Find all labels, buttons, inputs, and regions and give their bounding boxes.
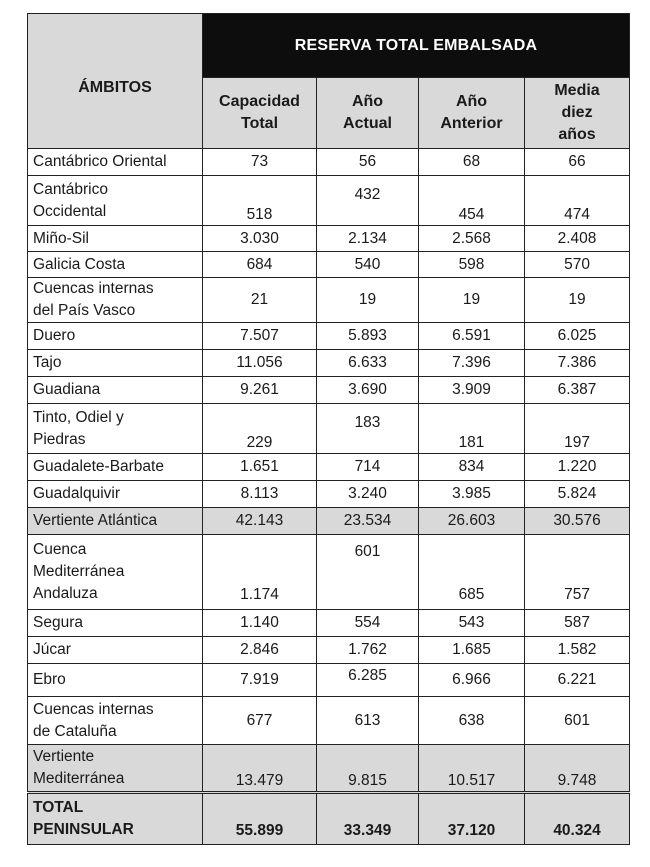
table-cell: 454 bbox=[419, 176, 525, 226]
table-row bbox=[28, 176, 630, 226]
table-cell: 2.846 bbox=[203, 637, 317, 664]
column-header-capacidad: Capacidad Total bbox=[203, 78, 317, 149]
table-title: RESERVA TOTAL EMBALSADA bbox=[203, 14, 630, 78]
table-cell: 3.909 bbox=[419, 377, 525, 404]
row-name: Júcar bbox=[28, 637, 203, 664]
table-cell: 1.140 bbox=[203, 610, 317, 637]
table-cell: 30.576 bbox=[525, 508, 630, 535]
row-name: Tajo bbox=[28, 350, 203, 377]
table-cell: 40.324 bbox=[525, 793, 630, 845]
reservoir-table bbox=[27, 13, 630, 845]
table-row bbox=[28, 697, 630, 745]
table-cell: 13.479 bbox=[203, 745, 317, 793]
table-cell: 543 bbox=[419, 610, 525, 637]
table-row bbox=[28, 637, 630, 664]
table-cell: 6.221 bbox=[525, 664, 630, 697]
row-name: Cuencas internas del País Vasco bbox=[28, 278, 203, 323]
table-row bbox=[28, 664, 630, 697]
row-name: TOTAL PENINSULAR bbox=[28, 793, 203, 845]
subtotal-row bbox=[28, 508, 630, 535]
table-cell: 68 bbox=[419, 149, 525, 176]
table-cell: 685 bbox=[419, 535, 525, 610]
table-row bbox=[28, 404, 630, 454]
row-name: Vertiente Atlántica bbox=[28, 508, 203, 535]
total-row bbox=[28, 793, 630, 845]
table-cell: 6.591 bbox=[419, 323, 525, 350]
table-cell: 1.651 bbox=[203, 454, 317, 481]
table-row bbox=[28, 535, 630, 610]
table-cell: 684 bbox=[203, 252, 317, 278]
table-cell: 3.985 bbox=[419, 481, 525, 508]
row-name: Duero bbox=[28, 323, 203, 350]
row-name: Ebro bbox=[28, 664, 203, 697]
table-cell: 21 bbox=[203, 278, 317, 323]
table-row bbox=[28, 323, 630, 350]
table-cell: 6.633 bbox=[317, 350, 419, 377]
table-cell: 432 bbox=[317, 176, 419, 226]
row-name: Cuencas internas de Cataluña bbox=[28, 697, 203, 745]
table-row bbox=[28, 481, 630, 508]
table-cell: 474 bbox=[525, 176, 630, 226]
table-row bbox=[28, 350, 630, 377]
table-cell: 9.815 bbox=[317, 745, 419, 793]
table-cell: 19 bbox=[525, 278, 630, 323]
table-cell: 3.690 bbox=[317, 377, 419, 404]
subtotal-row bbox=[28, 745, 630, 793]
table-cell: 677 bbox=[203, 697, 317, 745]
table-cell: 7.507 bbox=[203, 323, 317, 350]
table-cell: 1.685 bbox=[419, 637, 525, 664]
table-cell: 601 bbox=[525, 697, 630, 745]
row-name: Guadalquivir bbox=[28, 481, 203, 508]
table-cell: 613 bbox=[317, 697, 419, 745]
row-name: Miño-Sil bbox=[28, 226, 203, 252]
table-cell: 19 bbox=[317, 278, 419, 323]
table-cell: 19 bbox=[419, 278, 525, 323]
table-cell: 6.025 bbox=[525, 323, 630, 350]
row-name: Cantábrico Occidental bbox=[28, 176, 203, 226]
table-cell: 73 bbox=[203, 149, 317, 176]
table-cell: 7.919 bbox=[203, 664, 317, 697]
table-row bbox=[28, 278, 630, 323]
table-row bbox=[28, 226, 630, 252]
column-header-ano-actual: Año Actual bbox=[317, 78, 419, 149]
table-row bbox=[28, 252, 630, 278]
table-cell: 66 bbox=[525, 149, 630, 176]
table-row bbox=[28, 610, 630, 637]
row-name: Guadalete-Barbate bbox=[28, 454, 203, 481]
table-cell: 6.285 bbox=[317, 664, 419, 697]
ambitos-header: ÁMBITOS bbox=[28, 14, 203, 149]
table-cell: 5.893 bbox=[317, 323, 419, 350]
table-cell: 8.113 bbox=[203, 481, 317, 508]
table-cell: 587 bbox=[525, 610, 630, 637]
table-cell: 10.517 bbox=[419, 745, 525, 793]
table-cell: 9.748 bbox=[525, 745, 630, 793]
table-cell: 601 bbox=[317, 535, 419, 610]
table-cell: 6.966 bbox=[419, 664, 525, 697]
row-name: Vertiente Mediterránea bbox=[28, 745, 203, 793]
table-cell: 1.174 bbox=[203, 535, 317, 610]
table-cell: 5.824 bbox=[525, 481, 630, 508]
table-cell: 56 bbox=[317, 149, 419, 176]
table-cell: 1.220 bbox=[525, 454, 630, 481]
table-cell: 181 bbox=[419, 404, 525, 454]
table-cell: 714 bbox=[317, 454, 419, 481]
row-name: Guadiana bbox=[28, 377, 203, 404]
table-cell: 7.386 bbox=[525, 350, 630, 377]
row-name: Cantábrico Oriental bbox=[28, 149, 203, 176]
table-cell: 9.261 bbox=[203, 377, 317, 404]
row-name: Cuenca Mediterránea Andaluza bbox=[28, 535, 203, 610]
table-cell: 1.762 bbox=[317, 637, 419, 664]
table-cell: 7.396 bbox=[419, 350, 525, 377]
table-cell: 11.056 bbox=[203, 350, 317, 377]
table-cell: 570 bbox=[525, 252, 630, 278]
table-cell: 229 bbox=[203, 404, 317, 454]
table-cell: 3.030 bbox=[203, 226, 317, 252]
table-cell: 3.240 bbox=[317, 481, 419, 508]
table-row bbox=[28, 377, 630, 404]
table-cell: 598 bbox=[419, 252, 525, 278]
table-cell: 757 bbox=[525, 535, 630, 610]
table-cell: 2.134 bbox=[317, 226, 419, 252]
table-cell: 197 bbox=[525, 404, 630, 454]
table-row bbox=[28, 454, 630, 481]
table-cell: 554 bbox=[317, 610, 419, 637]
table-cell: 183 bbox=[317, 404, 419, 454]
table-cell: 55.899 bbox=[203, 793, 317, 845]
table-cell: 33.349 bbox=[317, 793, 419, 845]
table-cell: 37.120 bbox=[419, 793, 525, 845]
table-cell: 518 bbox=[203, 176, 317, 226]
table-cell: 2.408 bbox=[525, 226, 630, 252]
table-cell: 2.568 bbox=[419, 226, 525, 252]
table-cell: 638 bbox=[419, 697, 525, 745]
column-header-ano-anterior: Año Anterior bbox=[419, 78, 525, 149]
row-name: Segura bbox=[28, 610, 203, 637]
table-cell: 1.582 bbox=[525, 637, 630, 664]
table-cell: 6.387 bbox=[525, 377, 630, 404]
row-name: Tinto, Odiel y Piedras bbox=[28, 404, 203, 454]
table-cell: 23.534 bbox=[317, 508, 419, 535]
table-cell: 42.143 bbox=[203, 508, 317, 535]
table-cell: 540 bbox=[317, 252, 419, 278]
column-header-media: Media diez años bbox=[525, 78, 630, 149]
table-cell: 834 bbox=[419, 454, 525, 481]
row-name: Galicia Costa bbox=[28, 252, 203, 278]
table-cell: 26.603 bbox=[419, 508, 525, 535]
table-row bbox=[28, 149, 630, 176]
